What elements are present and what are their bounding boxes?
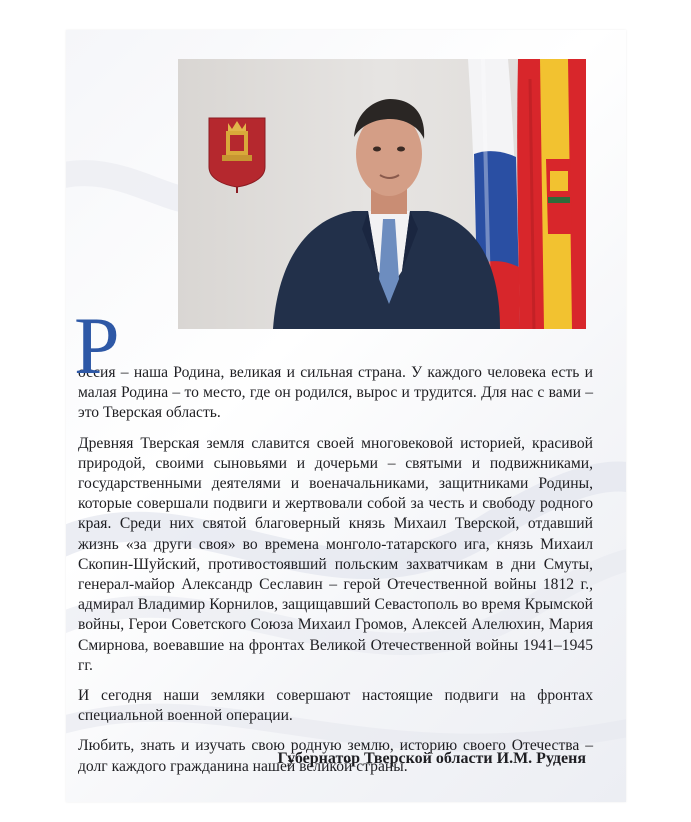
article-body bbox=[74, 300, 593, 787]
paragraph-intro-text: оссия – наша Родина, великая и сильная страна. У каждого человека есть и малая Родина – то место, где он родился, вырос и трудится. Для нас с вами – это Тверская область. bbox=[78, 364, 593, 422]
paragraph-history: Древняя Тверская земля славится своей многовековой историей, красивой природой, своими сыновьями и дочерьми – святыми и подвижниками, государственными деятелями и военачальниками, защитниками Родины, которые совершали подвиги и жертвовали собой за честь и свободу родного края. Среди них святой благоверный князь Михаил Тверской, отдавший жизнь «за други своя» во времена монголо-татарского ига, князь Михаил Скопин-Шуйский, противостоявший польским захватчикам в дни Смуты, генерал-майор Александр Сеславин – герой Отечественной войны 1812 г., адмирал Владимир Корнилов, защищавший Севастополь во время Крымской войны, Герои Советского Союза Михаил Громов, Алексей Алелюхин, Мария Смирнова, воевавшие на фронтах Великой Отечественной войны 1941–1945 гг. bbox=[78, 434, 593, 674]
paragraph-intro bbox=[74, 300, 593, 424]
document-page bbox=[66, 30, 626, 802]
dropcap-letter: Р bbox=[74, 300, 120, 391]
governor-photo bbox=[178, 59, 586, 329]
governor-figure bbox=[273, 99, 500, 329]
tver-flag bbox=[517, 59, 586, 329]
coat-of-arms-icon bbox=[209, 118, 265, 193]
portrait-illustration bbox=[178, 59, 586, 329]
signature-line: Губернатор Тверской области И.М. Руденя bbox=[277, 750, 586, 767]
paragraph-today: И сегодня наши земляки совершают настоящие подвиги на фронтах специальной военной операции. bbox=[78, 687, 593, 725]
paragraph-duty: Любить, знать и изучать свою родную землю, историю своего Отечества – долг каждого гражданина нашей великой страны. bbox=[78, 737, 593, 775]
